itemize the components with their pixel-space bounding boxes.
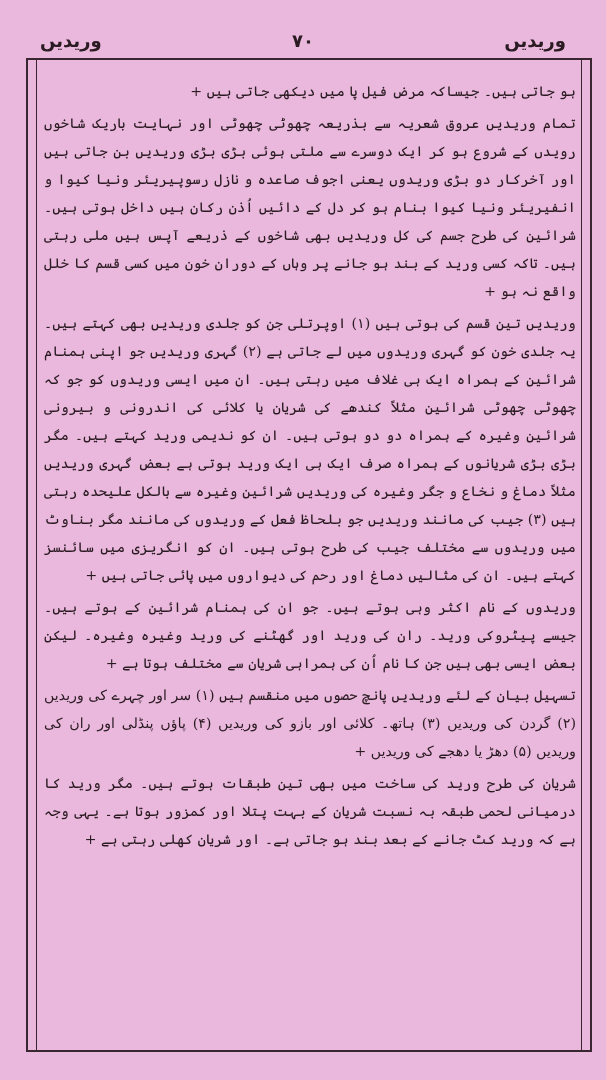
inner-border-left	[36, 60, 37, 1050]
paragraph: وریدیں تین قسم کی ہوتی ہیں (۱) اوپرتلی جن کو جلدی وریدیں بھی کہتے ہیں۔ یہ جلدی خون کو گہری وریدوں میں لے جاتی ہے (۲) گہری وریدیں جو اپنی ہمنام شرائین کے ہمراہ ایک ہی غلاف میں رہتی ہیں۔ ان میں ایسی وریدوں کو جو کہ چھوٹی چھوٹی شرائین مثلاً کندھے کی شریان یا کلائی کی اندرونی و بیرونی شرائین وغیرہ کے ہمراہ دو دو ہوتی ہیں۔ ان کو ندیمی ورید کہتے ہیں۔ مگر بڑی بڑی شریانوں کے ہمراہ صرف ایک ہی ایک ورید ہوتی ہے بعض گہری وریدیں مثلاً دماغ و نخاع و جگر وغیرہ کی وریدیں شرائین وغیرہ سے بالکل علیحدہ رہتی ہیں (۳) جیب کی مانند وریدیں جو بلحاظ فعل کے وریدوں کی مانند مگر بناوٹ میں وریدوں سے مختلف جیب کی طرح ہوتی ہیں۔ ان کو انگریزی میں سائنسز کہتے ہیں۔ ان کی مثالیں دماغ اور رحم کی دیواروں میں پائی جاتی ہیں +	[44, 316, 576, 584]
page-header	[40, 26, 566, 56]
running-title-left: وریدیں	[40, 30, 102, 52]
inner-border-right	[581, 60, 582, 1050]
paragraph: تمام وریدیں عروق شعریہ سے بذریعہ چھوٹی چھوٹی اور نہایت باریک شاخوں رویدں کے شروع ہو کر ایک دوسرے سے ملتی ہوئی بڑی بڑی وریدیں بن جاتی ہیں اور آخرکار دو بڑی وریدوں یعنی اجوف صاعدہ و نازل رسوپیریئر ونیا کیوا و انفیریئر ونیا کیوا بنام ہو کر دل کے دائیں اُذن رکان ہیں داخل ہوتی ہیں۔ شرائین کی طرح جسم کی کل وریدیں بھی شاخوں کے ذریعے آپس ہیں ملی رہتی ہیں۔ تاکہ کسی ورید کے بند ہو جانے پر وہاں کے دوران خون میں کسی قسم کا خلل واقع نہ ہو +	[44, 116, 576, 300]
running-title-right: وریدیں	[504, 30, 566, 52]
paragraph: ہو جاتی ہیں۔ جیساکہ مرض فیل پا میں دیکھی جاتی ہیں +	[190, 84, 576, 100]
paragraph: تسہیل بیان کے لئے وریدیں پانچ حصوں میں منقسم ہیں (۱) سر اور چہرے کی وریدیں (۲) گردن کی وریدیں (۳) ہاتھ۔ کلائی اور بازو کی وریدیں (۴) پاؤں پنڈلی اور ران کی وریدیں (۵) دھڑ یا دھجے کی وریدیں +	[44, 688, 576, 760]
body-text	[44, 78, 576, 1044]
paragraph: وریدوں کے نام اکثر وہی ہوتے ہیں۔ جو ان کی ہمنام شرائین کے ہوتے ہیں۔ جیسے پیٹروکی ورید۔ ران کی ورید اور گھٹنے کی ورید وغیرہ وغیرہ۔ لیکن بعض ایسی بھی ہیں جن کا نام اُن کی ہمراہی شریان سے مختلف ہوتا ہے +	[44, 600, 576, 672]
page-number: ۷۰	[292, 30, 314, 52]
paragraph: شریان کی طرح ورید کی ساخت میں بھی تین طبقات ہوتے ہیں۔ مگر ورید کا درمیانی لحمی طبقہ بہ نسبت شریان کے بہت پتلا اور کمزور ہوتا ہے۔ یہی وجہ ہے کہ ورید کٹ جانے کے بعد بند ہو جاتی ہے۔ اور شریان کھلی رہتی ہے +	[44, 776, 576, 848]
